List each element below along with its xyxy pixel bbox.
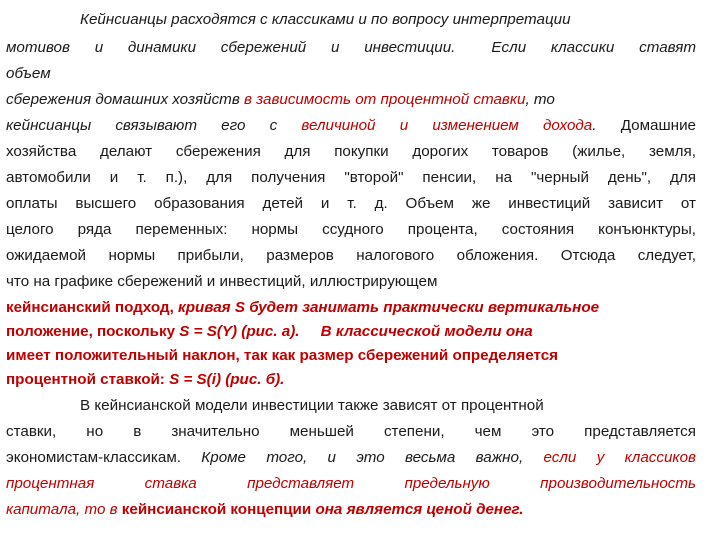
paragraph-line	[6, 270, 696, 294]
text-run: Кейнсианцы расходятся с классиками и по вопросу интерпретации	[80, 11, 571, 28]
paragraph-line	[6, 8, 696, 32]
text-run: .	[592, 117, 597, 134]
highlight-run: положение, поскольку	[6, 323, 180, 340]
paragraph-line	[6, 36, 696, 60]
highlight-run: капитала, то в	[6, 501, 122, 518]
highlight-run: В классической модели она	[299, 323, 533, 340]
paragraph-line	[6, 296, 696, 320]
text-run: оплаты высшего образования детей и т. д. Объем же инвестиций зависит от	[6, 195, 696, 212]
text-run: сбережения домашних хозяйств	[6, 91, 244, 108]
highlight-run: она является ценой денег.	[315, 501, 524, 518]
paragraph-line	[6, 320, 696, 344]
text-run: кейнсианцы связывают его с	[6, 117, 302, 134]
paragraph-line	[6, 140, 696, 164]
paragraph-line	[6, 244, 696, 268]
text-run: что на графике сбережений и инвестиций, иллюстрирующем	[6, 273, 438, 290]
text-run: Домашние	[596, 117, 696, 134]
highlight-run: S = S(Y) (рис. а).	[179, 323, 300, 340]
highlight-run: процентная ставка представляет предельную производительность	[6, 475, 696, 492]
paragraph-line	[6, 344, 696, 368]
text-run: ожидаемой нормы прибыли, размеров налогового обложения. Отсюда следует,	[6, 247, 696, 264]
paragraph-line	[6, 88, 696, 112]
text-run: мотивов и динамики сбережений и инвестиции.	[6, 39, 456, 56]
highlight-run: кривая S будет занимать практически вертикальное	[178, 299, 600, 316]
paragraph-line	[6, 166, 696, 190]
text-run: Кроме того, и это весьма важно,	[201, 449, 544, 466]
highlight-run: процентной ставкой:	[6, 371, 170, 388]
highlight-run: если у классиков	[543, 449, 696, 466]
paragraph-line	[6, 218, 696, 242]
highlight-run: в зависимость от процентной ставки	[243, 91, 526, 108]
text-run: Если классики ставят	[491, 39, 696, 56]
paragraph-line	[6, 62, 696, 86]
paragraph-line	[6, 446, 696, 470]
text-run: ставки, но в значительно меньшей степени, чем это представляется	[6, 423, 696, 440]
paragraph-line	[6, 368, 696, 392]
highlight-run: кейнсианский подход,	[6, 299, 179, 316]
paragraph-line	[6, 394, 696, 418]
highlight-run: S = S(i) (рис. б).	[169, 371, 285, 388]
text-run: автомобили и т. п.), для получения "второй" пенсии, на "черный день", для	[6, 169, 696, 186]
paragraph-line	[6, 420, 696, 444]
paragraph-line	[6, 472, 696, 496]
paragraph-line	[6, 192, 696, 216]
text-run: В кейнсианской модели инвестиции также зависят от процентной	[80, 397, 544, 414]
text-run: , то	[525, 91, 555, 108]
text-run: хозяйства делают сбережения для покупки дорогих товаров (жилье, земля,	[6, 143, 696, 160]
text-run: целого ряда переменных: нормы ссудного процента, состояния конъюнктуры,	[6, 221, 696, 238]
highlight-run: кейнсианской концепции	[121, 501, 316, 518]
text-run: объем	[6, 65, 51, 82]
highlight-run: имеет положительный наклон, так как размер сбережений определяется	[6, 347, 559, 364]
paragraph-line	[6, 114, 696, 138]
text-run: экономистам-классикам.	[6, 449, 202, 466]
paragraph-line	[6, 498, 696, 522]
highlight-run: величиной и изменением дохода	[301, 117, 593, 134]
